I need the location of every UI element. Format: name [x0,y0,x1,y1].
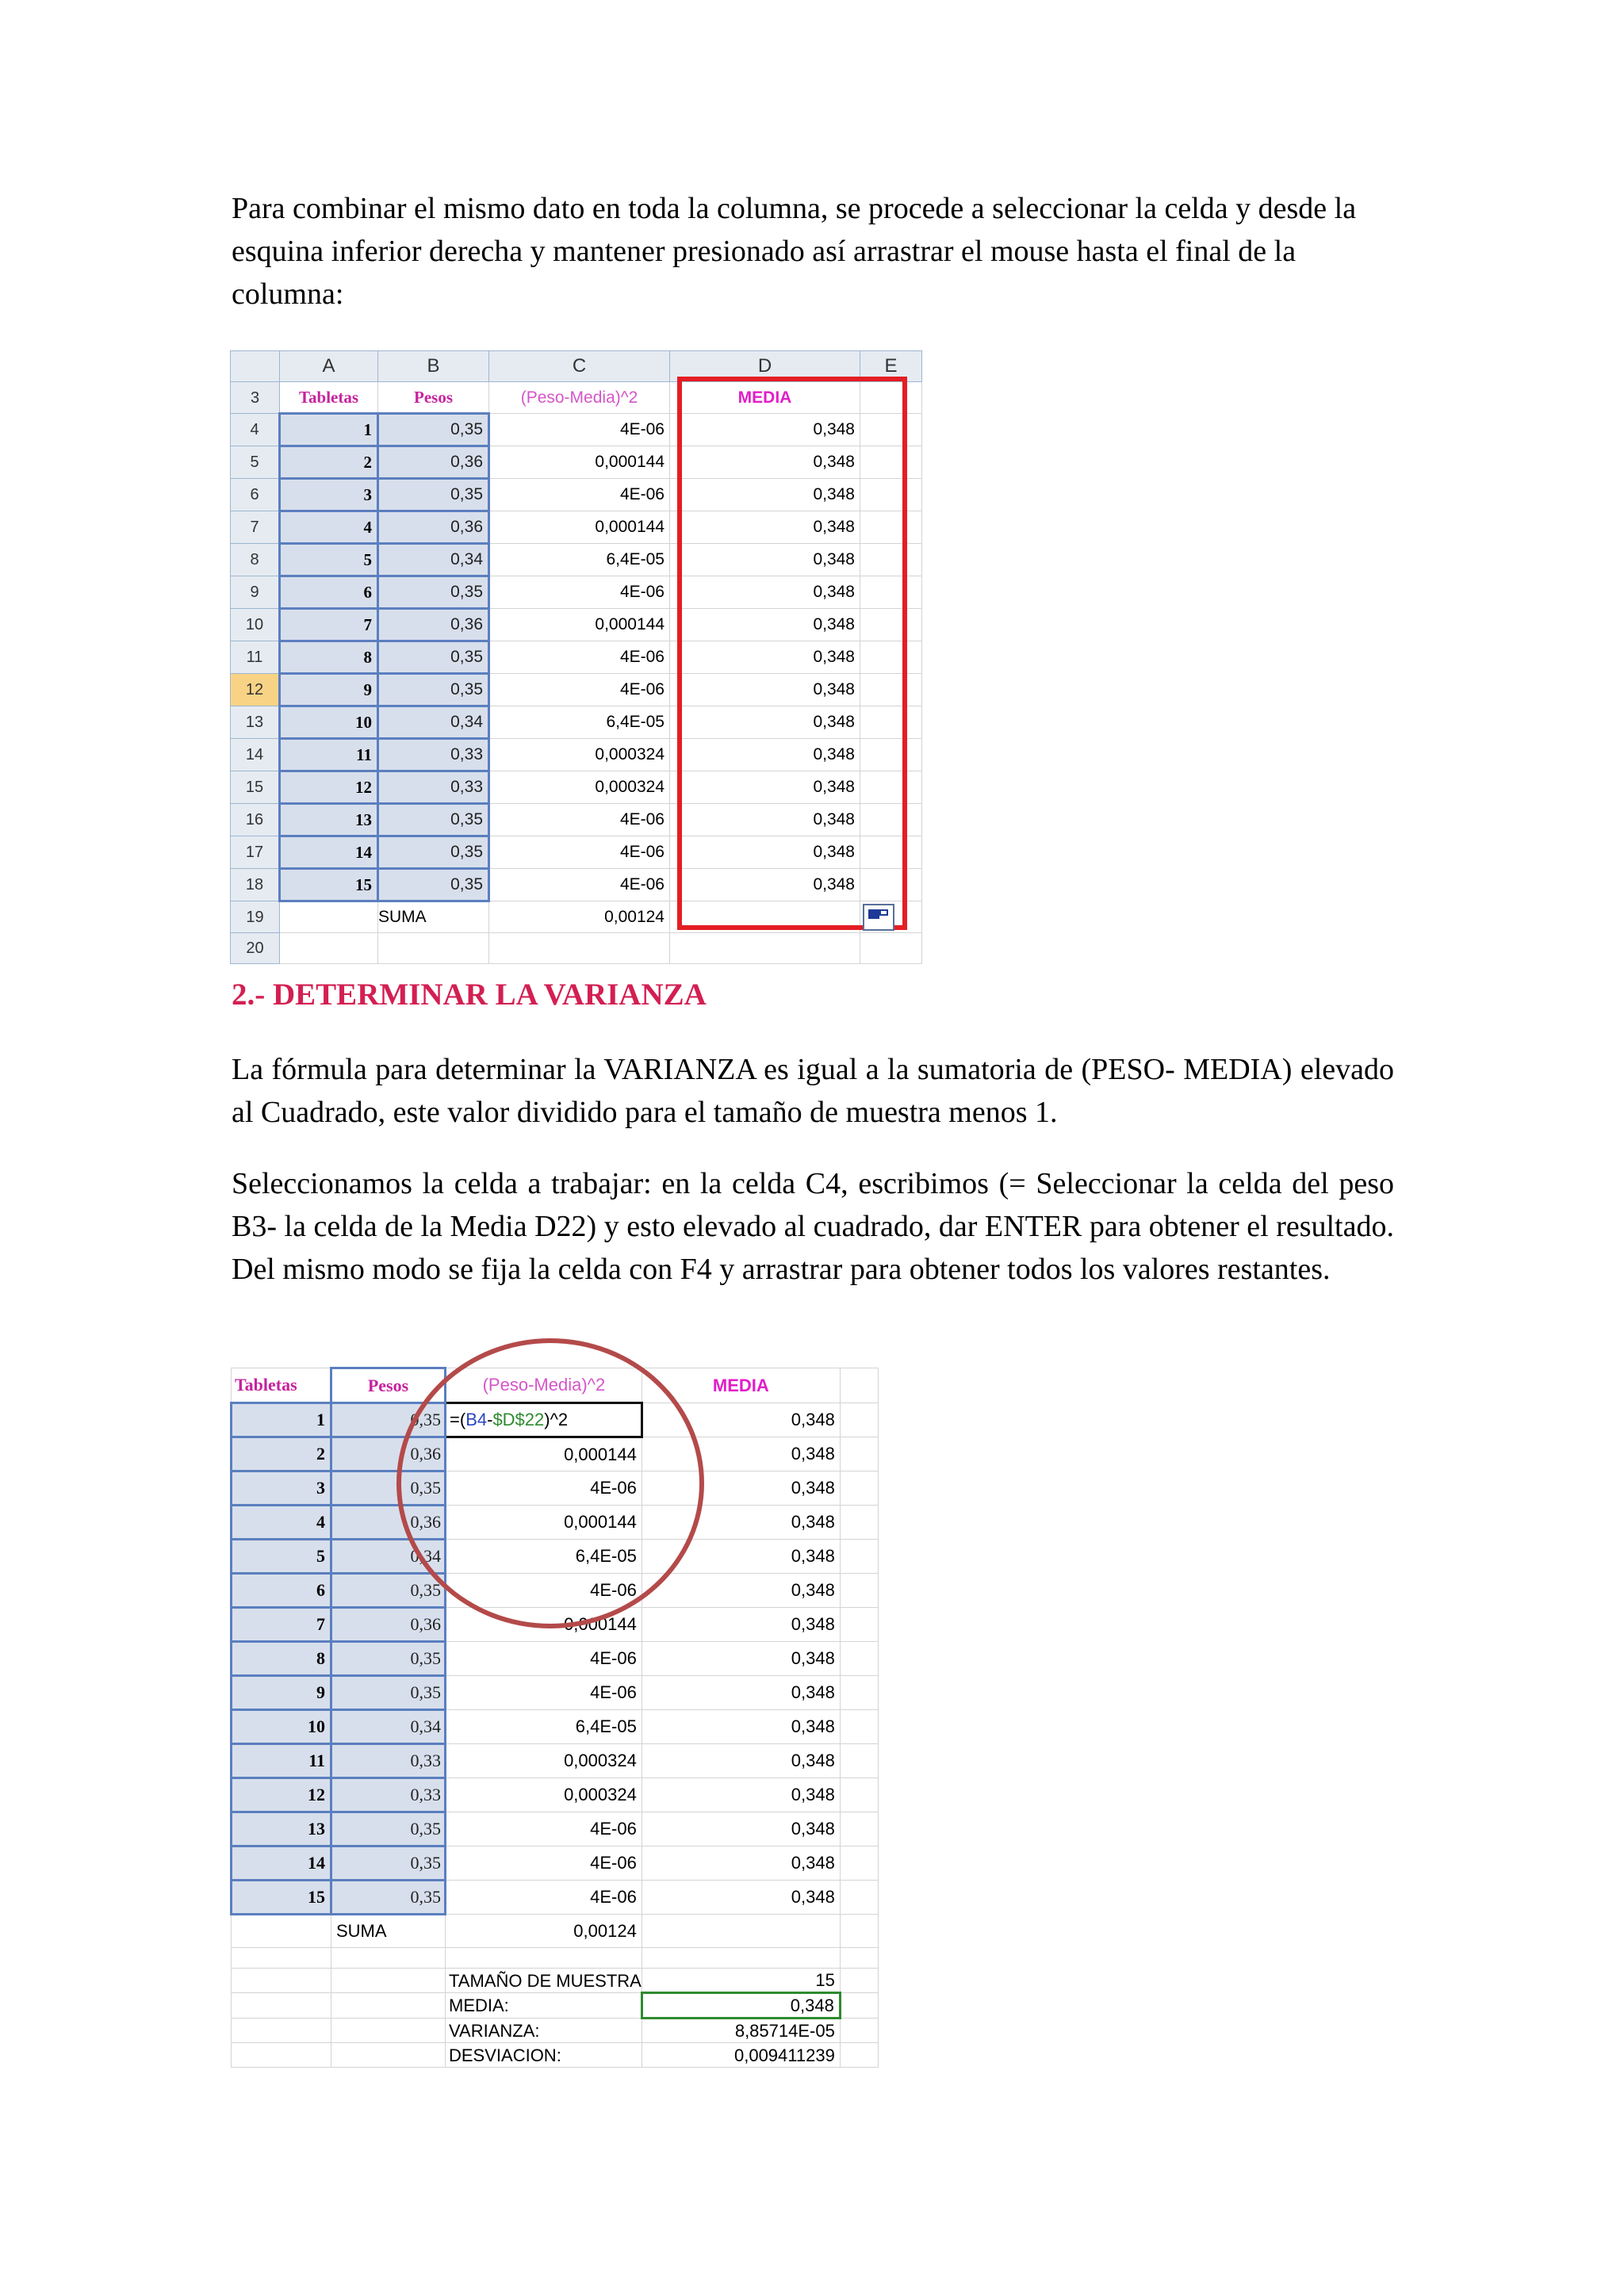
media-cell[interactable]: 0,348 [642,1540,840,1574]
stat-row [232,2019,879,2043]
peso-media-cell[interactable]: 0,000324 [446,1744,642,1778]
table-row [232,1403,879,1437]
media-cell[interactable]: 0,348 [642,1812,840,1846]
empty-row [232,1948,879,1969]
peso-media-header[interactable]: (Peso-Media)^2 [446,1368,642,1403]
peso-cell[interactable]: 0,33 [378,739,489,771]
peso-cell[interactable]: 0,35 [378,674,489,706]
tabletas-cell[interactable]: 3 [280,479,378,511]
formula-equals: =( [450,1410,466,1429]
tabletas-cell[interactable]: 7 [280,609,378,641]
peso-cell[interactable]: 0,35 [378,641,489,674]
cell[interactable] [840,2019,878,2043]
row-header[interactable]: 8 [231,544,280,576]
peso-media-cell[interactable]: 6,4E-05 [446,1540,642,1574]
cell[interactable] [840,1368,878,1403]
media-cell[interactable]: 0,348 [642,1744,840,1778]
media-cell[interactable]: 0,348 [642,1574,840,1608]
peso-cell[interactable]: 0,35 [331,1812,446,1846]
peso-cell[interactable]: 0,35 [378,869,489,901]
tabletas-cell[interactable]: 1 [280,414,378,446]
peso-cell[interactable]: 0,36 [331,1608,446,1642]
peso-cell[interactable]: 0,35 [331,1574,446,1608]
peso-media-cell[interactable]: 4E-06 [489,414,670,446]
peso-cell[interactable]: 0,34 [331,1710,446,1744]
cell[interactable] [642,1915,840,1948]
cell[interactable] [489,933,670,964]
cell[interactable] [840,1948,878,1969]
peso-media-cell[interactable]: 6,4E-05 [446,1710,642,1744]
peso-cell[interactable]: 0,35 [331,1676,446,1710]
tabletas-cell[interactable]: 14 [280,836,378,869]
peso-media-cell[interactable]: 4E-06 [489,804,670,836]
media-cell[interactable]: 0,348 [670,674,860,706]
formula-rest: )^2 [544,1410,569,1429]
peso-cell[interactable]: 0,35 [331,1642,446,1676]
tabletas-cell[interactable]: 11 [232,1744,331,1778]
media-cell[interactable]: 0,348 [642,1471,840,1506]
row-header[interactable]: 19 [231,901,280,933]
cell[interactable] [840,2043,878,2068]
cell[interactable] [331,2043,446,2068]
tabletas-header[interactable]: Tabletas [280,382,378,414]
suma-value[interactable]: 0,00124 [489,901,670,933]
table-row [232,1846,879,1881]
row-header[interactable]: 16 [231,804,280,836]
tabletas-cell[interactable]: 3 [232,1471,331,1506]
table-row [232,1744,879,1778]
tabletas-cell[interactable]: 11 [280,739,378,771]
media-cell[interactable]: 0,348 [670,414,860,446]
row-header[interactable]: 18 [231,869,280,901]
peso-media-cell[interactable]: 0,000324 [446,1778,642,1812]
peso-cell[interactable]: 0,36 [331,1437,446,1471]
column-header-a[interactable]: A [280,351,378,382]
cell[interactable] [232,1948,331,1969]
stat-row [232,2043,879,2068]
peso-media-cell[interactable]: 4E-06 [446,1881,642,1915]
cell[interactable] [331,1969,446,1993]
tabletas-cell[interactable]: 10 [280,706,378,739]
cell[interactable] [840,1403,878,1437]
table-row [232,1506,879,1540]
peso-cell[interactable]: 0,35 [378,804,489,836]
peso-media-cell[interactable]: 0,000144 [489,609,670,641]
table-row [232,1471,879,1506]
media-header[interactable]: MEDIA [670,382,860,414]
cell[interactable] [280,901,378,933]
table-row [232,1574,879,1608]
cell[interactable] [232,2019,331,2043]
peso-cell[interactable]: 0,36 [331,1506,446,1540]
media-cell[interactable]: 0,348 [670,576,860,609]
table-row [232,1812,879,1846]
media-header[interactable]: MEDIA [642,1368,840,1403]
tabletas-cell[interactable]: 9 [232,1676,331,1710]
peso-media-cell[interactable]: 4E-06 [489,576,670,609]
media-cell[interactable]: 0,348 [670,479,860,511]
peso-cell[interactable]: 0,35 [331,1471,446,1506]
row-header[interactable]: 7 [231,511,280,544]
media-cell[interactable]: 0,348 [642,1881,840,1915]
media-cell[interactable]: 0,348 [670,836,860,869]
media-cell[interactable]: 0,348 [642,1437,840,1471]
media-cell[interactable]: 0,348 [670,739,860,771]
tabletas-cell[interactable]: 13 [280,804,378,836]
media-cell[interactable]: 0,348 [670,706,860,739]
pesos-header[interactable]: Pesos [378,382,489,414]
empty-row [231,933,922,964]
cell[interactable] [840,1710,878,1744]
intro-paragraph: Para combinar el mismo dato en toda la columna, se procede a seleccionar la celda y desde la esquina inferior derecha y mantener presionado así arrastrar el mouse hasta el final de la columna: [232,192,1357,311]
table-row [232,1710,879,1744]
stat-label[interactable]: MEDIA: [446,1993,642,2019]
peso-cell[interactable]: 0,34 [331,1540,446,1574]
cell[interactable] [331,1948,446,1969]
tabletas-cell[interactable]: 15 [232,1881,331,1915]
peso-media-cell[interactable]: 6,4E-05 [489,706,670,739]
table-row [232,1437,879,1471]
media-cell[interactable]: 0,348 [670,869,860,901]
cell[interactable] [232,1915,331,1948]
peso-media-cell[interactable]: 4E-06 [489,479,670,511]
tabletas-cell[interactable]: 6 [280,576,378,609]
row-header[interactable]: 15 [231,771,280,804]
row-header[interactable]: 4 [231,414,280,446]
peso-media-header[interactable]: (Peso-Media)^2 [489,382,670,414]
header-row [232,1368,879,1403]
spreadsheet-varianza[interactable] [230,1367,879,2068]
peso-media-cell[interactable]: 4E-06 [489,869,670,901]
media-cell[interactable]: 0,348 [642,1403,840,1437]
suma-label[interactable]: SUMA [378,901,489,933]
stat-row [232,1969,879,1993]
cell[interactable] [840,1778,878,1812]
cell[interactable] [378,933,489,964]
stat-label[interactable]: TAMAÑO DE MUESTRA [446,1969,642,1993]
peso-cell[interactable]: 0,36 [378,511,489,544]
row-header[interactable]: 10 [231,609,280,641]
stat-value[interactable]: 0,009411239 [642,2043,840,2068]
stat-label[interactable]: VARIANZA: [446,2019,642,2043]
stat-value[interactable]: 0,348 [642,1993,840,2019]
media-cell[interactable]: 0,348 [642,1642,840,1676]
table-row [232,1642,879,1676]
peso-cell[interactable]: 0,35 [331,1403,446,1437]
formula-ref-b4: B4 [465,1410,488,1429]
tabletas-cell[interactable]: 4 [280,511,378,544]
peso-cell[interactable]: 0,33 [331,1778,446,1812]
cell[interactable] [642,1948,840,1969]
cell[interactable] [232,1993,331,2019]
media-cell[interactable]: 0,348 [642,1608,840,1642]
peso-cell[interactable]: 0,36 [378,609,489,641]
stat-row [232,1993,879,2019]
peso-media-cell[interactable]: 0,000144 [489,511,670,544]
media-cell[interactable]: 0,348 [670,609,860,641]
row-header[interactable]: 9 [231,576,280,609]
pesos-header[interactable]: Pesos [331,1368,446,1403]
cell[interactable] [840,1437,878,1471]
column-header-d[interactable]: D [670,351,860,382]
cell[interactable] [331,1993,446,2019]
cell[interactable] [860,933,922,964]
cell[interactable] [840,1642,878,1676]
row-header[interactable]: 3 [231,382,280,414]
tabletas-cell[interactable]: 14 [232,1846,331,1881]
peso-cell[interactable]: 0,34 [378,544,489,576]
cell[interactable] [840,1812,878,1846]
row-header[interactable]: 11 [231,641,280,674]
stat-label[interactable]: DESVIACION: [446,2043,642,2068]
row-header[interactable]: 17 [231,836,280,869]
column-header-c[interactable]: C [489,351,670,382]
peso-cell[interactable]: 0,35 [331,1881,446,1915]
peso-media-cell[interactable]: 4E-06 [446,1642,642,1676]
peso-media-cell[interactable]: 4E-06 [446,1846,642,1881]
cell[interactable] [840,1574,878,1608]
tabletas-cell[interactable]: 12 [232,1778,331,1812]
tabletas-cell[interactable]: 15 [280,869,378,901]
peso-media-cell[interactable]: 0,000144 [446,1506,642,1540]
suma-row [232,1915,879,1948]
cell[interactable] [232,2043,331,2068]
suma-value[interactable]: 0,00124 [446,1915,642,1948]
column-header-b[interactable]: B [378,351,489,382]
table-row [232,1608,879,1642]
media-cell[interactable]: 0,348 [642,1710,840,1744]
peso-media-cell[interactable]: 0,000144 [446,1437,642,1471]
stat-value[interactable]: 15 [642,1969,840,1993]
row-header[interactable]: 5 [231,446,280,479]
peso-cell[interactable]: 0,35 [331,1846,446,1881]
cell[interactable] [840,1881,878,1915]
media-cell[interactable]: 0,348 [670,446,860,479]
tabletas-cell[interactable]: 2 [280,446,378,479]
peso-cell[interactable]: 0,35 [378,836,489,869]
media-column-highlight [677,377,907,930]
peso-media-cell[interactable]: 0,000324 [489,739,670,771]
column-header-e[interactable]: E [860,351,922,382]
row-header[interactable]: 14 [231,739,280,771]
tabletas-cell[interactable]: 10 [232,1710,331,1744]
autofill-options-icon[interactable] [863,904,894,931]
formula-minus: - [487,1410,493,1429]
formula-cell[interactable] [446,1403,642,1437]
tabletas-cell[interactable]: 5 [232,1540,331,1574]
row-header[interactable]: 6 [231,479,280,511]
stat-value[interactable]: 8,85714E-05 [642,2019,840,2043]
row-header[interactable]: 12 [231,674,280,706]
cell[interactable] [840,1969,878,1993]
cell[interactable] [840,1471,878,1506]
table-row [232,1676,879,1710]
peso-media-cell[interactable]: 6,4E-05 [489,544,670,576]
select-all-corner[interactable] [231,351,280,382]
cell[interactable] [280,933,378,964]
peso-cell[interactable]: 0,33 [378,771,489,804]
media-cell[interactable]: 0,348 [670,544,860,576]
tabletas-cell[interactable]: 5 [280,544,378,576]
varianza-paragraph: La fórmula para determinar la VARIANZA es igual a la sumatoria de (PESO- MEDIA) elevado al Cuadrado, este valor dividido para el tamaño de muestra menos 1. [232,1053,1394,1129]
media-cell[interactable]: 0,348 [642,1846,840,1881]
cell[interactable] [840,1608,878,1642]
peso-cell[interactable]: 0,34 [378,706,489,739]
peso-media-cell[interactable]: 4E-06 [489,674,670,706]
tabletas-cell[interactable]: 6 [232,1574,331,1608]
cell[interactable] [840,1540,878,1574]
table-row [232,1881,879,1915]
peso-cell[interactable]: 0,36 [378,446,489,479]
cell[interactable] [840,1506,878,1540]
media-cell[interactable]: 0,348 [642,1778,840,1812]
peso-media-cell[interactable]: 0,000324 [489,771,670,804]
peso-media-cell[interactable]: 0,000144 [489,446,670,479]
cell[interactable] [840,1846,878,1881]
cell[interactable] [670,933,860,964]
cell[interactable] [840,1915,878,1948]
tabletas-cell[interactable]: 8 [280,641,378,674]
tabletas-cell[interactable]: 7 [232,1608,331,1642]
cell[interactable] [840,1676,878,1710]
peso-cell[interactable]: 0,35 [378,414,489,446]
tabletas-cell[interactable]: 8 [232,1642,331,1676]
tabletas-cell[interactable]: 1 [232,1403,331,1437]
instructions-paragraph: Seleccionamos la celda a trabajar: en la celda C4, escribimos (= Seleccionar la celda del peso B3- la celda de la Media D22) y esto elevado al cuadrado, dar ENTER para obtener el resultado. Del mismo modo se fija la celda con F4 y arrastrar para obtener todos los valores restantes. [232,1167,1394,1286]
cell[interactable] [840,1993,878,2019]
peso-media-cell[interactable]: 4E-06 [446,1812,642,1846]
media-cell[interactable]: 0,348 [642,1506,840,1540]
peso-media-cell[interactable]: 0,000144 [446,1608,642,1642]
tabletas-header[interactable]: Tabletas [232,1368,331,1403]
peso-media-cell[interactable]: 4E-06 [489,641,670,674]
peso-cell[interactable]: 0,33 [331,1744,446,1778]
peso-media-cell[interactable]: 4E-06 [446,1471,642,1506]
table-row [232,1540,879,1574]
tabletas-cell[interactable]: 4 [232,1506,331,1540]
peso-cell[interactable]: 0,35 [378,479,489,511]
media-cell[interactable]: 0,348 [670,641,860,674]
tabletas-cell[interactable]: 12 [280,771,378,804]
cell[interactable] [331,2019,446,2043]
section-heading: 2.- DETERMINAR LA VARIANZA [232,978,707,1012]
peso-media-cell[interactable]: 4E-06 [446,1676,642,1710]
tabletas-cell[interactable]: 9 [280,674,378,706]
media-cell[interactable]: 0,348 [642,1676,840,1710]
media-cell[interactable]: 0,348 [670,771,860,804]
formula-ref-d22: $D$22 [492,1410,545,1429]
peso-media-cell[interactable]: 4E-06 [446,1574,642,1608]
row-header[interactable]: 13 [231,706,280,739]
cell[interactable] [446,1948,642,1969]
row-header[interactable]: 20 [231,933,280,964]
suma-label[interactable]: SUMA [331,1915,446,1948]
peso-media-cell[interactable]: 4E-06 [489,836,670,869]
cell[interactable] [840,1744,878,1778]
media-cell[interactable]: 0,348 [670,804,860,836]
media-cell[interactable]: 0,348 [670,511,860,544]
table-row [232,1778,879,1812]
peso-cell[interactable]: 0,35 [378,576,489,609]
tabletas-cell[interactable]: 13 [232,1812,331,1846]
cell[interactable] [232,1969,331,1993]
tabletas-cell[interactable]: 2 [232,1437,331,1471]
